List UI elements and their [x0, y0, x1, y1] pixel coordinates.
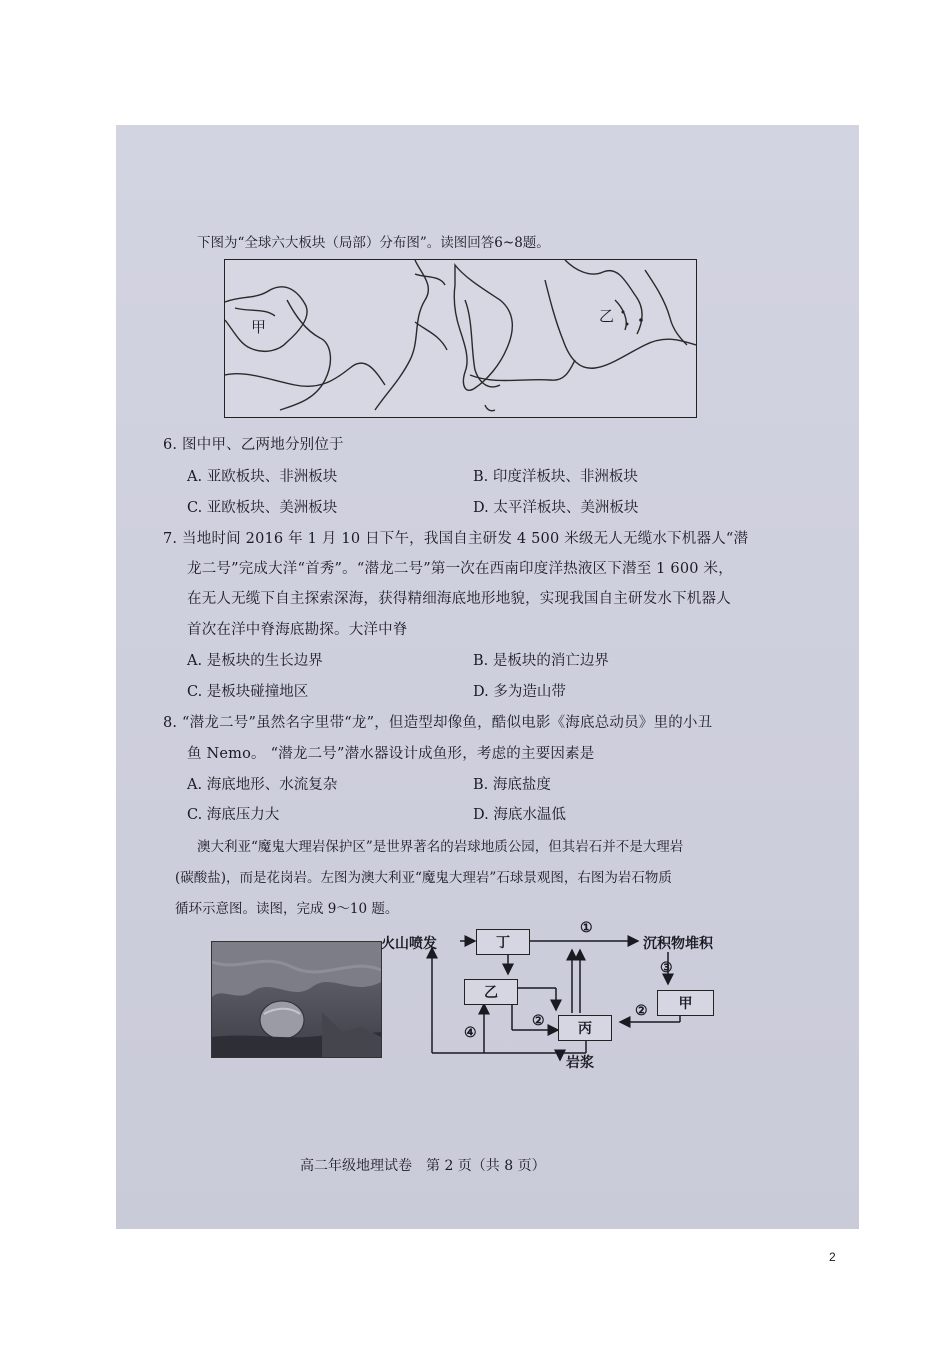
box-jia: 甲	[657, 990, 714, 1016]
intro-9-10-line2: (碳酸盐)，而是花岗岩。左图为澳大利亚“魔鬼大理岩”石球景观图，右图为岩石物质	[175, 870, 672, 886]
q7-line3: 在无人无缆下自主探索深海，获得精细海底地形地貌，实现我国自主研发水下机器人	[187, 591, 731, 607]
intro-6-8: 下图为“全球六大板块（局部）分布图”。读图回答6~8题。	[197, 235, 550, 251]
q6-option-a: A. 亚欧板块、非洲板块	[187, 469, 338, 485]
q7-option-c: C. 是板块碰撞地区	[187, 684, 309, 700]
q6-stem: 6. 图中甲、乙两地分别位于	[163, 437, 344, 453]
q8-line1: 8. “潜龙二号”虽然名字里带“龙”，但造型却像鱼，酷似电影《海底总动员》里的小丑	[163, 715, 713, 731]
label-circle-2-right: ②	[635, 1003, 648, 1019]
map-label-yi: 乙	[599, 307, 615, 325]
q6-option-c: C. 亚欧板块、美洲板块	[187, 500, 338, 516]
page-number: 2	[829, 1250, 836, 1264]
q7-line2: 龙二号”完成大洋“首秀”。“潜龙二号”第一次在西南印度洋热液区下潜至 1 600 米，	[187, 561, 733, 577]
q7-option-a: A. 是板块的生长边界	[187, 653, 323, 669]
intro-9-10-line3: 循环示意图。读图，完成 9～10 题。	[175, 901, 399, 917]
label-circle-4: ④	[464, 1025, 477, 1041]
q6-option-b: B. 印度洋板块、非洲板块	[473, 469, 638, 485]
label-magma: 岩浆	[566, 1055, 594, 1071]
plate-map-drawing	[225, 260, 696, 417]
label-volcano: 火山喷发	[381, 936, 437, 952]
label-circle-3: ③	[660, 960, 673, 976]
q8-option-b: B. 海底盐度	[473, 777, 551, 793]
q8-option-d: D. 海底水温低	[473, 807, 566, 823]
q7-line4: 首次在洋中脊海底勘探。大洋中脊	[187, 622, 408, 638]
map-label-jia: 甲	[251, 318, 267, 336]
q8-line2: 鱼 Nemo。 “潜龙二号”潜水器设计成鱼形，考虑的主要因素是	[187, 746, 595, 762]
q7-line1: 7. 当地时间 2016 年 1 月 10 日下午，我国自主研发 4 500 米级无人无缆水下机器人“潜	[163, 531, 749, 547]
q7-option-d: D. 多为造山带	[473, 684, 566, 700]
box-bing: 丙	[558, 1015, 612, 1041]
label-sediment: 沉积物堆积	[643, 936, 713, 952]
intro-9-10-line1: 澳大利亚“魔鬼大理岩保护区”是世界著名的岩球地质公园，但其岩石并不是大理岩	[197, 839, 684, 855]
page-footer: 高二年级地理试卷 第 2 页（共 8 页）	[300, 1158, 546, 1174]
label-circle-2-left: ②	[532, 1013, 545, 1029]
q6-option-d: D. 太平洋板块、美洲板块	[473, 500, 639, 516]
rock-photo-drawing	[212, 942, 381, 1057]
box-ding: 丁	[476, 929, 530, 955]
q8-option-c: C. 海底压力大	[187, 807, 280, 823]
label-circle-1: ①	[580, 920, 593, 936]
plate-map	[224, 259, 697, 418]
box-yi: 乙	[464, 979, 518, 1005]
devils-marbles-photo	[211, 941, 382, 1058]
q7-option-b: B. 是板块的消亡边界	[473, 653, 609, 669]
q8-option-a: A. 海底地形、水流复杂	[187, 777, 338, 793]
